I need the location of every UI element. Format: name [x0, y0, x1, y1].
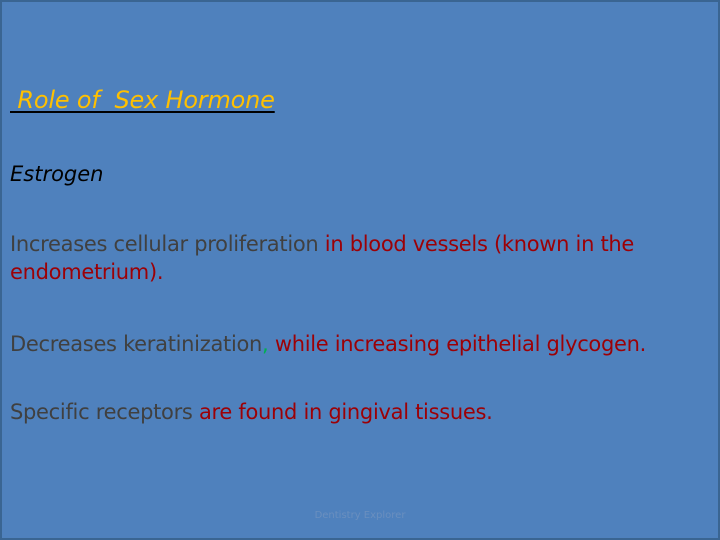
- slide-subtitle: Estrogen: [10, 162, 104, 186]
- point-1-lead: Increases cellular proliferation: [10, 232, 319, 256]
- point-2-comma: ,: [262, 332, 269, 356]
- point-2-rest: while increasing epithelial glycogen.: [268, 332, 647, 356]
- point-1: [10, 230, 716, 286]
- point-3-rest: are found in gingival tissues.: [192, 400, 493, 424]
- point-3-lead: Specific receptors: [10, 400, 193, 424]
- point-2-lead: Decreases keratinization: [10, 332, 263, 356]
- point-2: [10, 330, 716, 358]
- point-3: [10, 398, 716, 426]
- footer-watermark: Dentistry Explorer: [314, 510, 406, 521]
- slide-title: Role of Sex Hormone: [10, 86, 275, 114]
- point-1-rest: in blood vessels (known in the endometrium).: [10, 232, 635, 284]
